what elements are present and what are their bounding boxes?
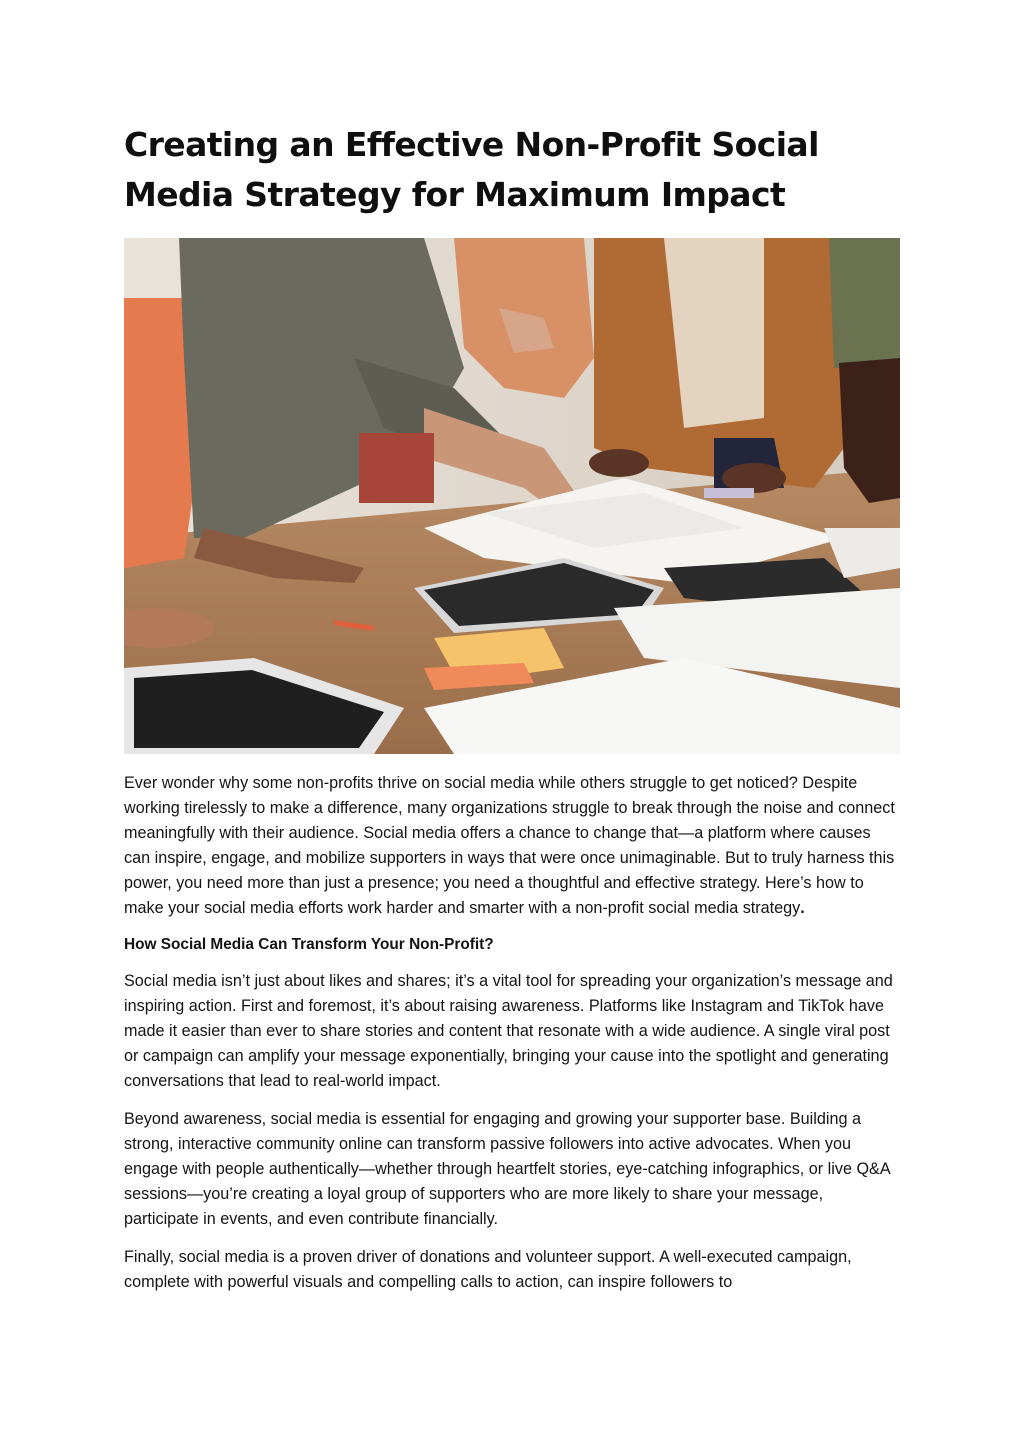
article-title: Creating an Effective Non-Profit Social Media Strategy for Maximum Impact bbox=[124, 125, 819, 214]
intro-text: Ever wonder why some non-profits thrive on social media while others struggle to get noticed? Despite working tirelessly to make a difference, many organizations struggle to break through the noise and connect meaningfully with their audience. Social media offers a chance to change that—a platform where causes can inspire, engage, and mobilize supporters in ways that were once unimaginable. But to truly harness this power, you need more than just a presence; you need a thoughtful and effective strategy. Here’s how to make your social media efforts work harder and smarter with a non-profit social media strategy bbox=[124, 774, 895, 917]
hero-photo-team-meeting bbox=[124, 238, 900, 754]
intro-paragraph bbox=[124, 771, 900, 921]
document-page bbox=[124, 120, 900, 1295]
intro-period: . bbox=[800, 899, 805, 917]
paragraph-engagement: Beyond awareness, social media is essential for engaging and growing your supporter base. Building a strong, interactive community online can transform passive followers into active advocates. When you engage with people authentically—whether through heartfelt stories, eye-catching infographics, or live Q&A sessions—you’re creating a loyal group of supporters who are more likely to share your message, participate in events, and even contribute financially. bbox=[124, 1110, 890, 1228]
paragraph-donations: Finally, social media is a proven driver of donations and volunteer support. A well-executed campaign, complete with powerful visuals and compelling calls to action, can inspire followers to bbox=[124, 1248, 852, 1291]
section-heading: How Social Media Can Transform Your Non-Profit? bbox=[124, 936, 494, 953]
paragraph-awareness: Social media isn’t just about likes and shares; it’s a vital tool for spreading your organization’s message and inspiring action. First and foremost, it’s about raising awareness. Platforms like Instagram and TikTok have made it easier than ever to share stories and content that resonate with a wide audience. A single viral post or campaign can amplify your message exponentially, bringing your cause into the spotlight and generating conversations that lead to real-world impact. bbox=[124, 972, 893, 1090]
